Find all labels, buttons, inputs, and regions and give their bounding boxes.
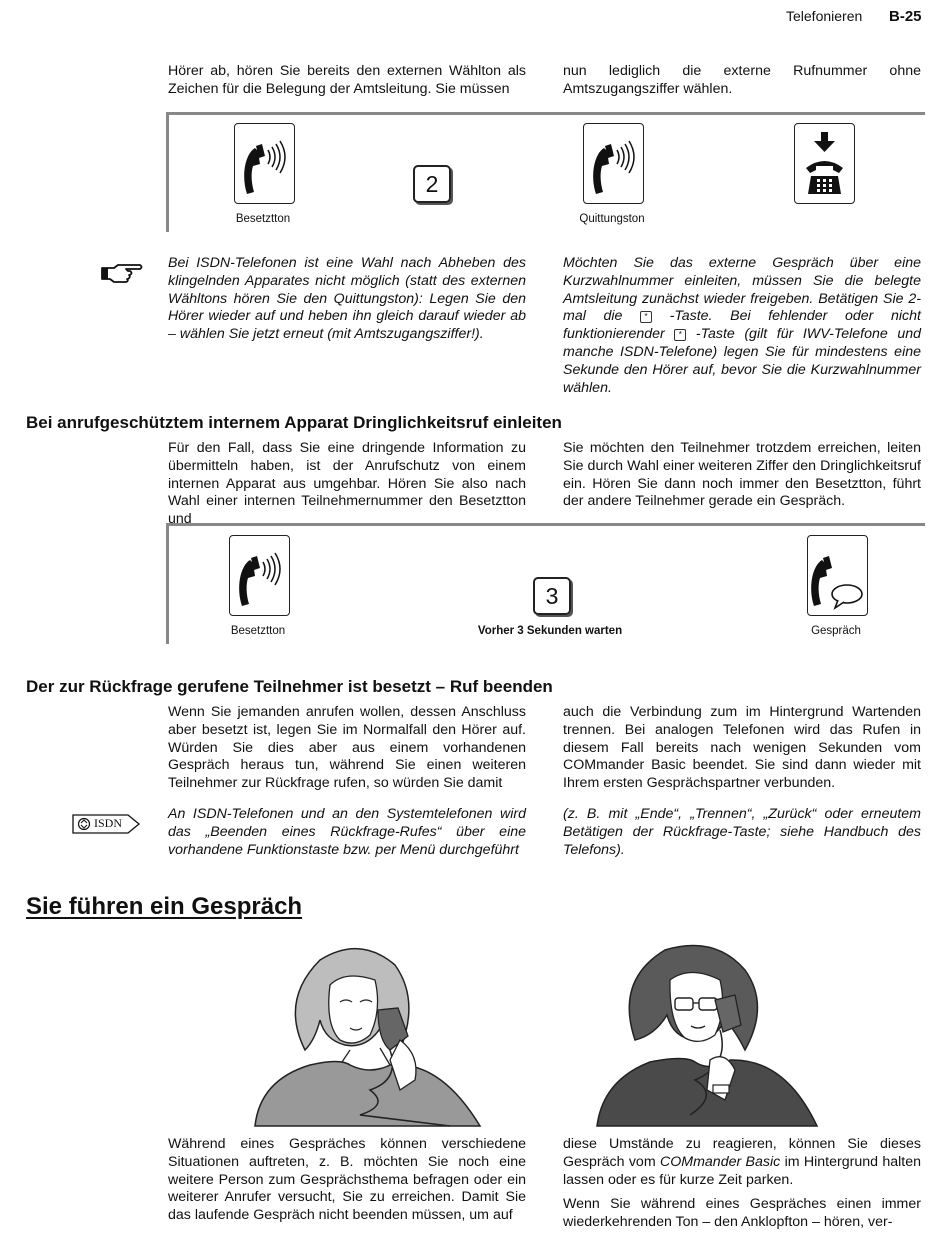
section-heading-urgent-call: Bei anrufgeschütztem internem Apparat Dringlichkeitsruf einleiten [26,413,562,432]
isdn-note-right-text: (z. B. mit „Ende“, „Trennen“, „Zurück“ oder erneutem Betätigen der Rückfrage-Taste; siehe Handbuch des Telefons). [563,806,921,858]
hang-up-phone-icon [795,124,854,203]
handset-ringing-icon [235,124,294,203]
handset-ringing-icon [230,536,289,615]
isdn-badge [72,814,140,834]
conversation-card [807,535,868,616]
section3-right-text-2: Wenn Sie während eines Gespräches einen immer wiederkehrenden Ton – den Anklopfton – hören, ver- [563,1196,921,1230]
busy-tone-caption: Besetztton [235,213,291,225]
note1-left-text: Bei ISDN-Telefonen ist eine Wahl nach Abheben des klingelnden Apparates nicht möglich (statt des externen Wähltons hören Sie den Quittungston): Legen Sie den Hörer wieder auf und heben ihn gleich darauf wieder ab – wählen Sie jetzt erneut (mit Amtszugangsziffer!). [168,255,526,343]
pointing-hand-icon [100,262,144,284]
note1-right-text [563,255,921,397]
confirmation-tone-caption: Quittungston [579,213,645,225]
star-key-icon: * [674,329,686,341]
busy-tone-card [234,123,295,204]
section1-right-text: Sie möchten den Teilnehmer trotzdem erreichen, leiten Sie durch Wahl einer weiteren Ziffer den Dringlichkeitsruf ein. Hören Sie dann noch immer den Besetztton, führt der andere Teilnehmer gerade ein Gespräch. [563,440,921,510]
handset-speech-bubble-icon [808,536,867,615]
woman-on-phone-illustration-2 [595,940,820,1128]
section2-right-text: auch die Verbindung zum im Hintergrund Wartenden trennen. Bei analogen Telefonen wird das Rufen in diesem Fall bereits nach wenigen Sekunden vom COMmander Basic beendet. Sie sind dann wieder mit Ihrem ersten Gesprächspartner verbunden. [563,704,921,792]
section3-left-text: Während eines Gespräches können verschiedene Situationen auftreten, z. B. möchten Sie noch eine weitere Person zum Gesprächsthema befragen oder ein weiterer Anrufer versucht, Sie zu erreichen. Damit Sie das laufende Gespräch nicht beenden müssen, um auf [168,1136,526,1224]
isdn-label: ISDN [94,816,123,830]
note1-right-part-b: -Taste. Bei fehlender oder nicht funktionierender [563,308,921,343]
section3-right-part-b: im Hintergrund halten lassen oder es für kurze Zeit parken. [563,1153,921,1188]
header-section-title: Telefonieren [786,8,863,24]
hang-up-card [794,123,855,204]
busy-tone-card [229,535,290,616]
isdn-note-left-text: An ISDN-Telefonen und an den Systemtelefonen wird das „Beenden eines Rückfrage-Rufes“ über eine vorhandene Funktionstaste bzw. per Menü durchgeführt [168,806,526,858]
busy-tone-caption: Besetztton [230,625,286,637]
note1-right-part-a: Möchten Sie das externe Gespräch über eine Kurzwahlnummer einleiten, müssen Sie die belegte Amtsleitung zunächst wieder freigeben. Betätigen Sie 2-mal die [563,255,921,325]
handset-ringing-icon [584,124,643,203]
page-number: B-25 [889,8,922,25]
key-2-icon: 2 [413,165,451,203]
key-3-icon: 3 [533,577,571,615]
intro-left-text: Hörer ab, hören Sie bereits den externen Wählton als Zeichen für die Belegung der Amtsleitung. Sie müssen [168,63,526,97]
brand-name: COMmander Basic [660,1153,781,1170]
section3-right-part-a: diese Umstände zu reagieren, können Sie dieses Gespräch vom [563,1136,921,1170]
confirmation-tone-card [583,123,644,204]
note1-right-part-c: -Taste (gilt für IWV-Telefone und manche ISDN-Telefone) legen Sie für mindestens eine Sekunde den Hörer auf, bevor Sie die Kurzwahlnummer wählen. [563,326,921,396]
woman-on-phone-illustration-1 [250,940,490,1128]
section2-left-text: Wenn Sie jemanden anrufen wollen, dessen Anschluss aber besetzt ist, legen Sie im Normalfall den Hörer auf. Würden Sie dies aber aus einem vorhandenen Gespräch heraus tun, während Sie einen weiteren Teilnehmer zur Rückfrage rufen, so würden Sie damit [168,704,526,792]
wait-3-seconds-caption: Vorher 3 Sekunden warten [477,625,623,637]
chapter-heading: Sie führen ein Gespräch [26,893,303,920]
section3-right-text [563,1136,921,1189]
star-key-icon: * [640,311,652,323]
conversation-caption: Gespräch [811,625,861,637]
section1-left-text: Für den Fall, dass Sie eine dringende Information zu übermitteln haben, ist der Anrufschutz von einem internen Apparat aus umgehbar. Hören Sie also nach Wahl einer internen Teilnehmernummer den Besetztton und [168,440,526,528]
intro-right-text: nun lediglich die externe Rufnummer ohne Amtszugangsziffer wählen. [563,63,921,97]
section-heading-end-call: Der zur Rückfrage gerufene Teilnehmer ist besetzt – Ruf beenden [26,677,553,696]
